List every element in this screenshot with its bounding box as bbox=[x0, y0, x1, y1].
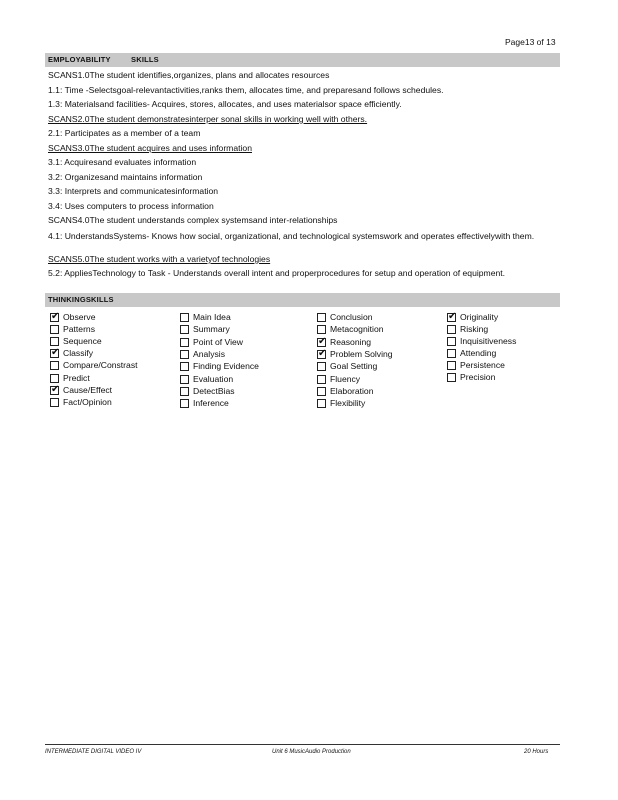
thinking-skill-label: Sequence bbox=[63, 336, 102, 347]
thinking-skill-label: Patterns bbox=[63, 324, 96, 335]
thinking-skill-label: Compare/Constrast bbox=[63, 360, 138, 371]
thinking-skill-label: Goal Setting bbox=[330, 361, 378, 372]
checkbox[interactable] bbox=[180, 362, 189, 371]
scans-line: SCANS1.0The student identifies,organizes, plans and allocates resources bbox=[48, 70, 330, 80]
scans-line: SCANS4.0The student understands complex systemsand inter-relationships bbox=[48, 215, 338, 225]
checkmark-icon: ✔ bbox=[51, 347, 60, 359]
scans-line: 4.1: UnderstandsSystems- Knows how social, organizational, and technological systemswork and operates effectivelywith them. bbox=[48, 231, 535, 241]
thinking-skill-label: Summary bbox=[193, 324, 230, 335]
footer-rule bbox=[45, 744, 560, 745]
checkbox[interactable] bbox=[50, 325, 59, 334]
checkbox[interactable] bbox=[447, 349, 456, 358]
scans-line: 3.3: Interprets and communicatesinformation bbox=[48, 186, 219, 196]
thinking-skill-label: Fact/Opinion bbox=[63, 396, 112, 407]
thinking-skill-label: Point of View bbox=[193, 336, 244, 347]
checkmark-icon: ✔ bbox=[51, 383, 60, 395]
checkbox[interactable] bbox=[447, 325, 456, 334]
scans-line: 2.1: Participates as a member of a team bbox=[48, 128, 201, 138]
thinking-skill-label: Observe bbox=[63, 312, 96, 322]
scans-line: 3.4: Uses computers to process information bbox=[48, 201, 214, 211]
checkbox[interactable] bbox=[50, 337, 59, 346]
checkbox[interactable] bbox=[447, 313, 456, 322]
checkbox[interactable] bbox=[50, 398, 59, 407]
checkbox[interactable] bbox=[180, 387, 189, 396]
checkbox[interactable] bbox=[317, 387, 326, 396]
scans-line: SCANS5.0The student works with a varietyof technologies bbox=[48, 254, 271, 264]
checkmark-icon: ✔ bbox=[51, 311, 60, 322]
checkbox[interactable] bbox=[180, 375, 189, 384]
thinking-skill-label: Elaboration bbox=[330, 385, 374, 396]
footer-course: INTERMEDIATE DIGITAL VIDEO IV bbox=[45, 749, 142, 755]
checkbox[interactable] bbox=[50, 313, 59, 322]
checkbox[interactable] bbox=[50, 349, 59, 358]
employability-header-left: EMPLOYABILITY bbox=[48, 55, 111, 64]
thinking-skill-label: Risking bbox=[460, 324, 489, 334]
page-number: Page13 of 13 bbox=[505, 37, 556, 47]
checkbox[interactable] bbox=[180, 325, 189, 334]
checkbox[interactable] bbox=[180, 399, 189, 408]
checkbox[interactable] bbox=[180, 313, 189, 322]
checkbox[interactable] bbox=[447, 337, 456, 346]
thinking-skill-label: Inquisitiveness bbox=[460, 336, 517, 346]
thinking-skill-label: Main Idea bbox=[193, 312, 231, 322]
scans-line: 3.1: Acquiresand evaluates information bbox=[48, 157, 197, 167]
checkbox[interactable] bbox=[50, 374, 59, 383]
checkbox[interactable] bbox=[317, 335, 327, 347]
thinking-skill-label: Reasoning bbox=[330, 336, 372, 347]
scans-line: 1.3: Materialsand facilities- Acquires, stores, allocates, and uses materialsor space efficiently. bbox=[48, 99, 402, 109]
scans-line: SCANS2.0The student demonstratesinterper sonal skills in working well with others. bbox=[48, 114, 368, 124]
thinking-skill-label: Evaluation bbox=[193, 373, 234, 384]
thinking-skill-label: Originality bbox=[460, 312, 499, 322]
thinking-skill-label: Flexibility bbox=[330, 398, 366, 409]
thinking-skill-label: Persistence bbox=[460, 360, 505, 370]
thinking-skill-label: Predict bbox=[63, 372, 90, 383]
thinking-skill-label: Precision bbox=[460, 372, 496, 382]
thinking-skill-label: Conclusion bbox=[330, 312, 373, 322]
thinking-skill-label: Classify bbox=[63, 348, 94, 359]
scans-line: 3.2: Organizesand maintains information bbox=[48, 172, 203, 182]
checkbox[interactable] bbox=[317, 399, 326, 408]
checkbox[interactable] bbox=[180, 350, 189, 359]
thinking-skill-label: Analysis bbox=[193, 348, 225, 359]
checkbox[interactable] bbox=[317, 362, 326, 371]
footer-hours: 20 Hours bbox=[524, 749, 549, 755]
thinking-skill-label: Problem Solving bbox=[330, 348, 393, 359]
checkmark-icon: ✔ bbox=[318, 335, 327, 347]
checkbox[interactable] bbox=[447, 361, 456, 370]
scans-line: 1.1: Time -Selectsgoal-relevantactivities,ranks them, allocates time, and preparesand follows schedules. bbox=[48, 85, 444, 95]
employability-header-right: SKILLS bbox=[131, 55, 159, 64]
checkbox[interactable] bbox=[317, 313, 326, 322]
scans-line: SCANS3.0The student acquires and uses information bbox=[48, 143, 252, 153]
thinking-skill-label: Fluency bbox=[330, 373, 361, 384]
checkmark-icon: ✔ bbox=[318, 347, 327, 359]
thinking-skill-label: Cause/Effect bbox=[63, 384, 113, 395]
scans-line: 5.2: AppliesTechnology to Task - Understands overall intent and properprocedures for setup and operation of equipment. bbox=[48, 268, 506, 278]
thinking-skill-label: Metacognition bbox=[330, 324, 384, 335]
thinking-skill-label: Finding Evidence bbox=[193, 361, 259, 372]
employability-skills-header bbox=[45, 53, 560, 67]
checkbox[interactable] bbox=[180, 338, 189, 347]
checkbox[interactable] bbox=[447, 373, 456, 382]
thinking-skills-header bbox=[45, 293, 560, 307]
checkbox[interactable] bbox=[317, 347, 327, 359]
checkmark-icon: ✔ bbox=[448, 311, 457, 322]
thinking-skill-label: DetectBias bbox=[193, 385, 235, 396]
checkbox[interactable] bbox=[317, 325, 326, 334]
thinking-skill-label: Inference bbox=[193, 398, 229, 409]
footer-unit: Unit 6 MusicAudio Production bbox=[272, 749, 351, 755]
checkbox[interactable] bbox=[50, 383, 60, 395]
thinking-header-label: THINKINGSKILLS bbox=[48, 295, 114, 304]
checkbox[interactable] bbox=[50, 361, 59, 370]
checkbox[interactable] bbox=[317, 375, 326, 384]
thinking-skill-label: Attending bbox=[460, 348, 497, 358]
